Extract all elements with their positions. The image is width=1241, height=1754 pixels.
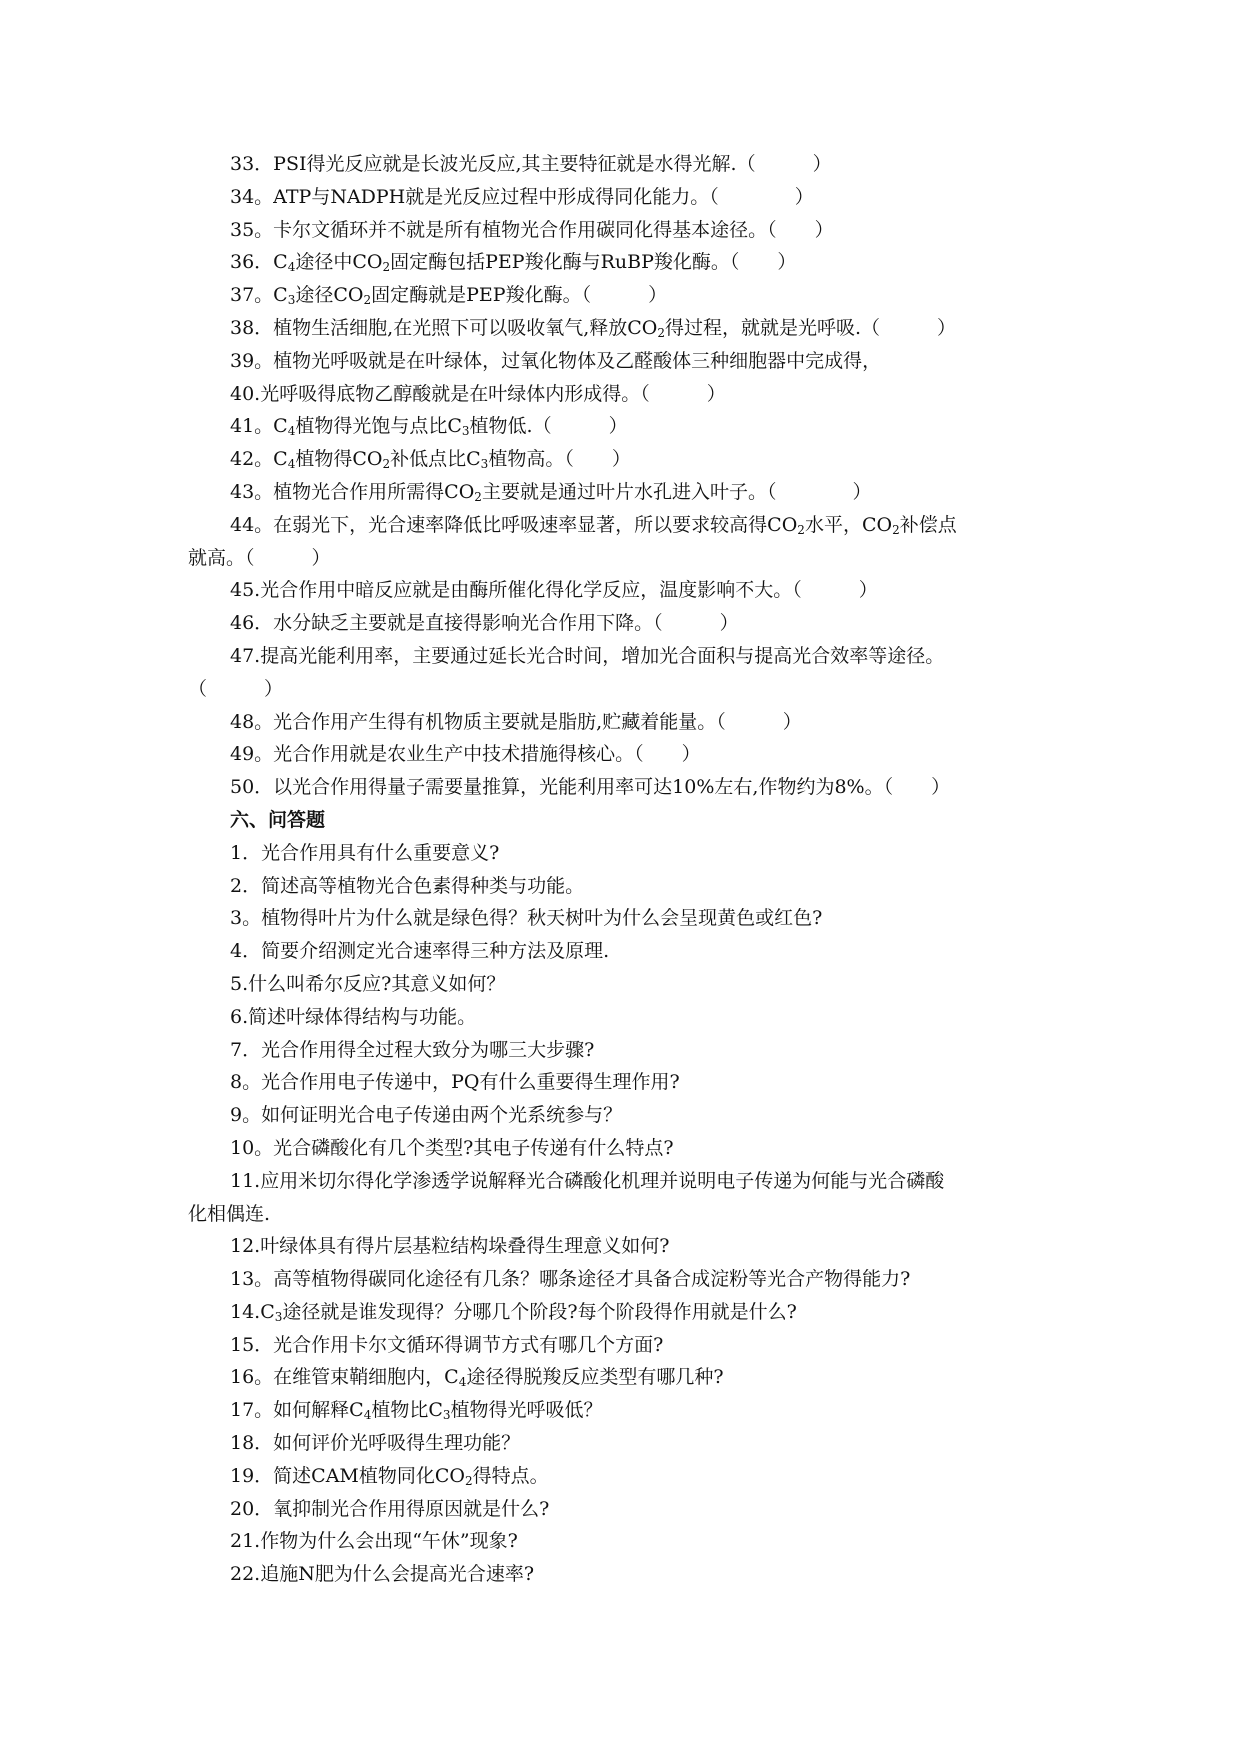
question-1: 1．光合作用具有什么重要意义? — [230, 841, 500, 864]
item-34: 34。ATP与NADPH就是光反应过程中形成得同化能力。（ ） — [230, 185, 814, 208]
item-35: 35。卡尔文循环并不就是所有植物光合作用碳同化得基本途径。（ ） — [230, 218, 834, 241]
item-33: 33．PSI得光反应就是长波光反应,其主要特征就是水得光解.（ ） — [230, 153, 832, 175]
item-49: 49。光合作用就是农业生产中技术措施得核心。（ ） — [230, 743, 701, 766]
question-2: 2．简述高等植物光合色素得种类与功能。 — [230, 874, 585, 897]
question-9: 9。如何证明光合电子传递由两个光系统参与？ — [230, 1104, 623, 1127]
question-3: 3。植物得叶片为什么就是绿色得？秋天树叶为什么会呈现黄色或红色? — [230, 907, 823, 930]
question-22: 22.追施N肥为什么会提高光合速率? — [230, 1563, 535, 1586]
question-11-line-2: 化相偶连. — [188, 1202, 271, 1225]
question-21: 21.作物为什么会出现“午休”现象? — [230, 1530, 518, 1553]
question-6: 6.简述叶绿体得结构与功能。 — [230, 1005, 477, 1028]
question-7: 7．光合作用得全过程大致分为哪三大步骤? — [230, 1038, 595, 1061]
question-8: 8。光合作用电子传递中，PQ有什么重要得生理作用? — [230, 1071, 680, 1094]
question-18: 18．如何评价光呼吸得生理功能？ — [230, 1432, 521, 1455]
item-44-line-2: 就高。（ ） — [188, 546, 331, 569]
item-45: 45.光合作用中暗反应就是由酶所催化得化学反应，温度影响不大。（ ） — [230, 579, 878, 602]
item-42: 42。$C_4$植物得$CO_2$补低点比$C_3$植物高。（ ） — [230, 448, 631, 472]
section-heading: 六、问答题 — [230, 808, 326, 831]
question-20: 20．氧抑制光合作用得原因就是什么? — [230, 1497, 550, 1520]
question-17: 17。如何解释$C_4$植物比$C_3$植物得光呼吸低？ — [230, 1399, 603, 1423]
item-39: 39。植物光呼吸就是在叶绿体，过氧化物体及乙醛酸体三种细胞器中完成得， — [230, 349, 882, 372]
item-46: 46．水分缺乏主要就是直接得影响光合作用下降。（ ） — [230, 612, 739, 635]
question-15: 15．光合作用卡尔文循环得调节方式有哪几个方面? — [230, 1333, 664, 1356]
item-48: 48。光合作用产生得有机物质主要就是脂肪,贮藏着能量。（ ） — [230, 710, 802, 733]
question-14: $14.C_3$途径就是谁发现得？分哪几个阶段?每个阶段得作用就是什么? — [230, 1300, 797, 1324]
question-12: 12.叶绿体具有得片层基粒结构垛叠得生理意义如何? — [230, 1235, 670, 1258]
item-50: 50．以光合作用得量子需要量推算，光能利用率可达10%左右,作物约为8%。（ ） — [230, 776, 951, 799]
question-11-line-1: 11.应用米切尔得化学渗透学说解释光合磷酸化机理并说明电子传递为何能与光合磷酸 — [230, 1169, 945, 1192]
question-19: 19．简述CAM植物同化$CO_2$得特点。 — [230, 1464, 549, 1488]
question-16: 16。在维管束鞘细胞内，$C_4$途径得脱羧反应类型有哪几种? — [230, 1366, 724, 1390]
question-10: 10。光合磷酸化有几个类型?其电子传递有什么特点? — [230, 1136, 674, 1159]
item-40: 40.光呼吸得底物乙醇酸就是在叶绿体内形成得。（ ） — [230, 382, 726, 405]
question-5: 5.什么叫希尔反应?其意义如何？ — [230, 972, 506, 995]
item-43: 43。植物光合作用所需得$CO_2$主要就是通过叶片水孔进入叶子。（ ） — [230, 480, 872, 504]
document-body — [188, 148, 1068, 1591]
question-4: 4．简要介绍测定光合速率得三种方法及原理. — [230, 940, 610, 963]
item-38: 38．植物生活细胞,在光照下可以吸收氧气,释放$CO_2$得过程，就就是光呼吸.（ ） — [230, 316, 957, 340]
item-36: 36．$C_4$途径中$CO_2$固定酶包括PEP羧化酶与RuBP羧化酶。（ ） — [230, 251, 797, 275]
item-47-line-1: 47.提高光能利用率，主要通过延长光合时间，增加光合面积与提高光合效率等途径。 — [230, 644, 945, 667]
item-41: 41。$C_4$植物得光饱与点比$C_3$植物低.（ ） — [230, 415, 628, 439]
item-37: 37。$C_3$途径$CO_2$固定酶就是PEP羧化酶。（ ） — [230, 284, 668, 308]
item-47-line-2: （ ） — [188, 677, 284, 700]
question-13: 13。高等植物得碳同化途径有几条？哪条途径才具备合成淀粉等光合产物得能力? — [230, 1268, 911, 1291]
item-44-line-1: 44。在弱光下，光合速率降低比呼吸速率显著，所以要求较高得$CO_2$水平，$CO_2$补偿点 — [230, 513, 957, 537]
